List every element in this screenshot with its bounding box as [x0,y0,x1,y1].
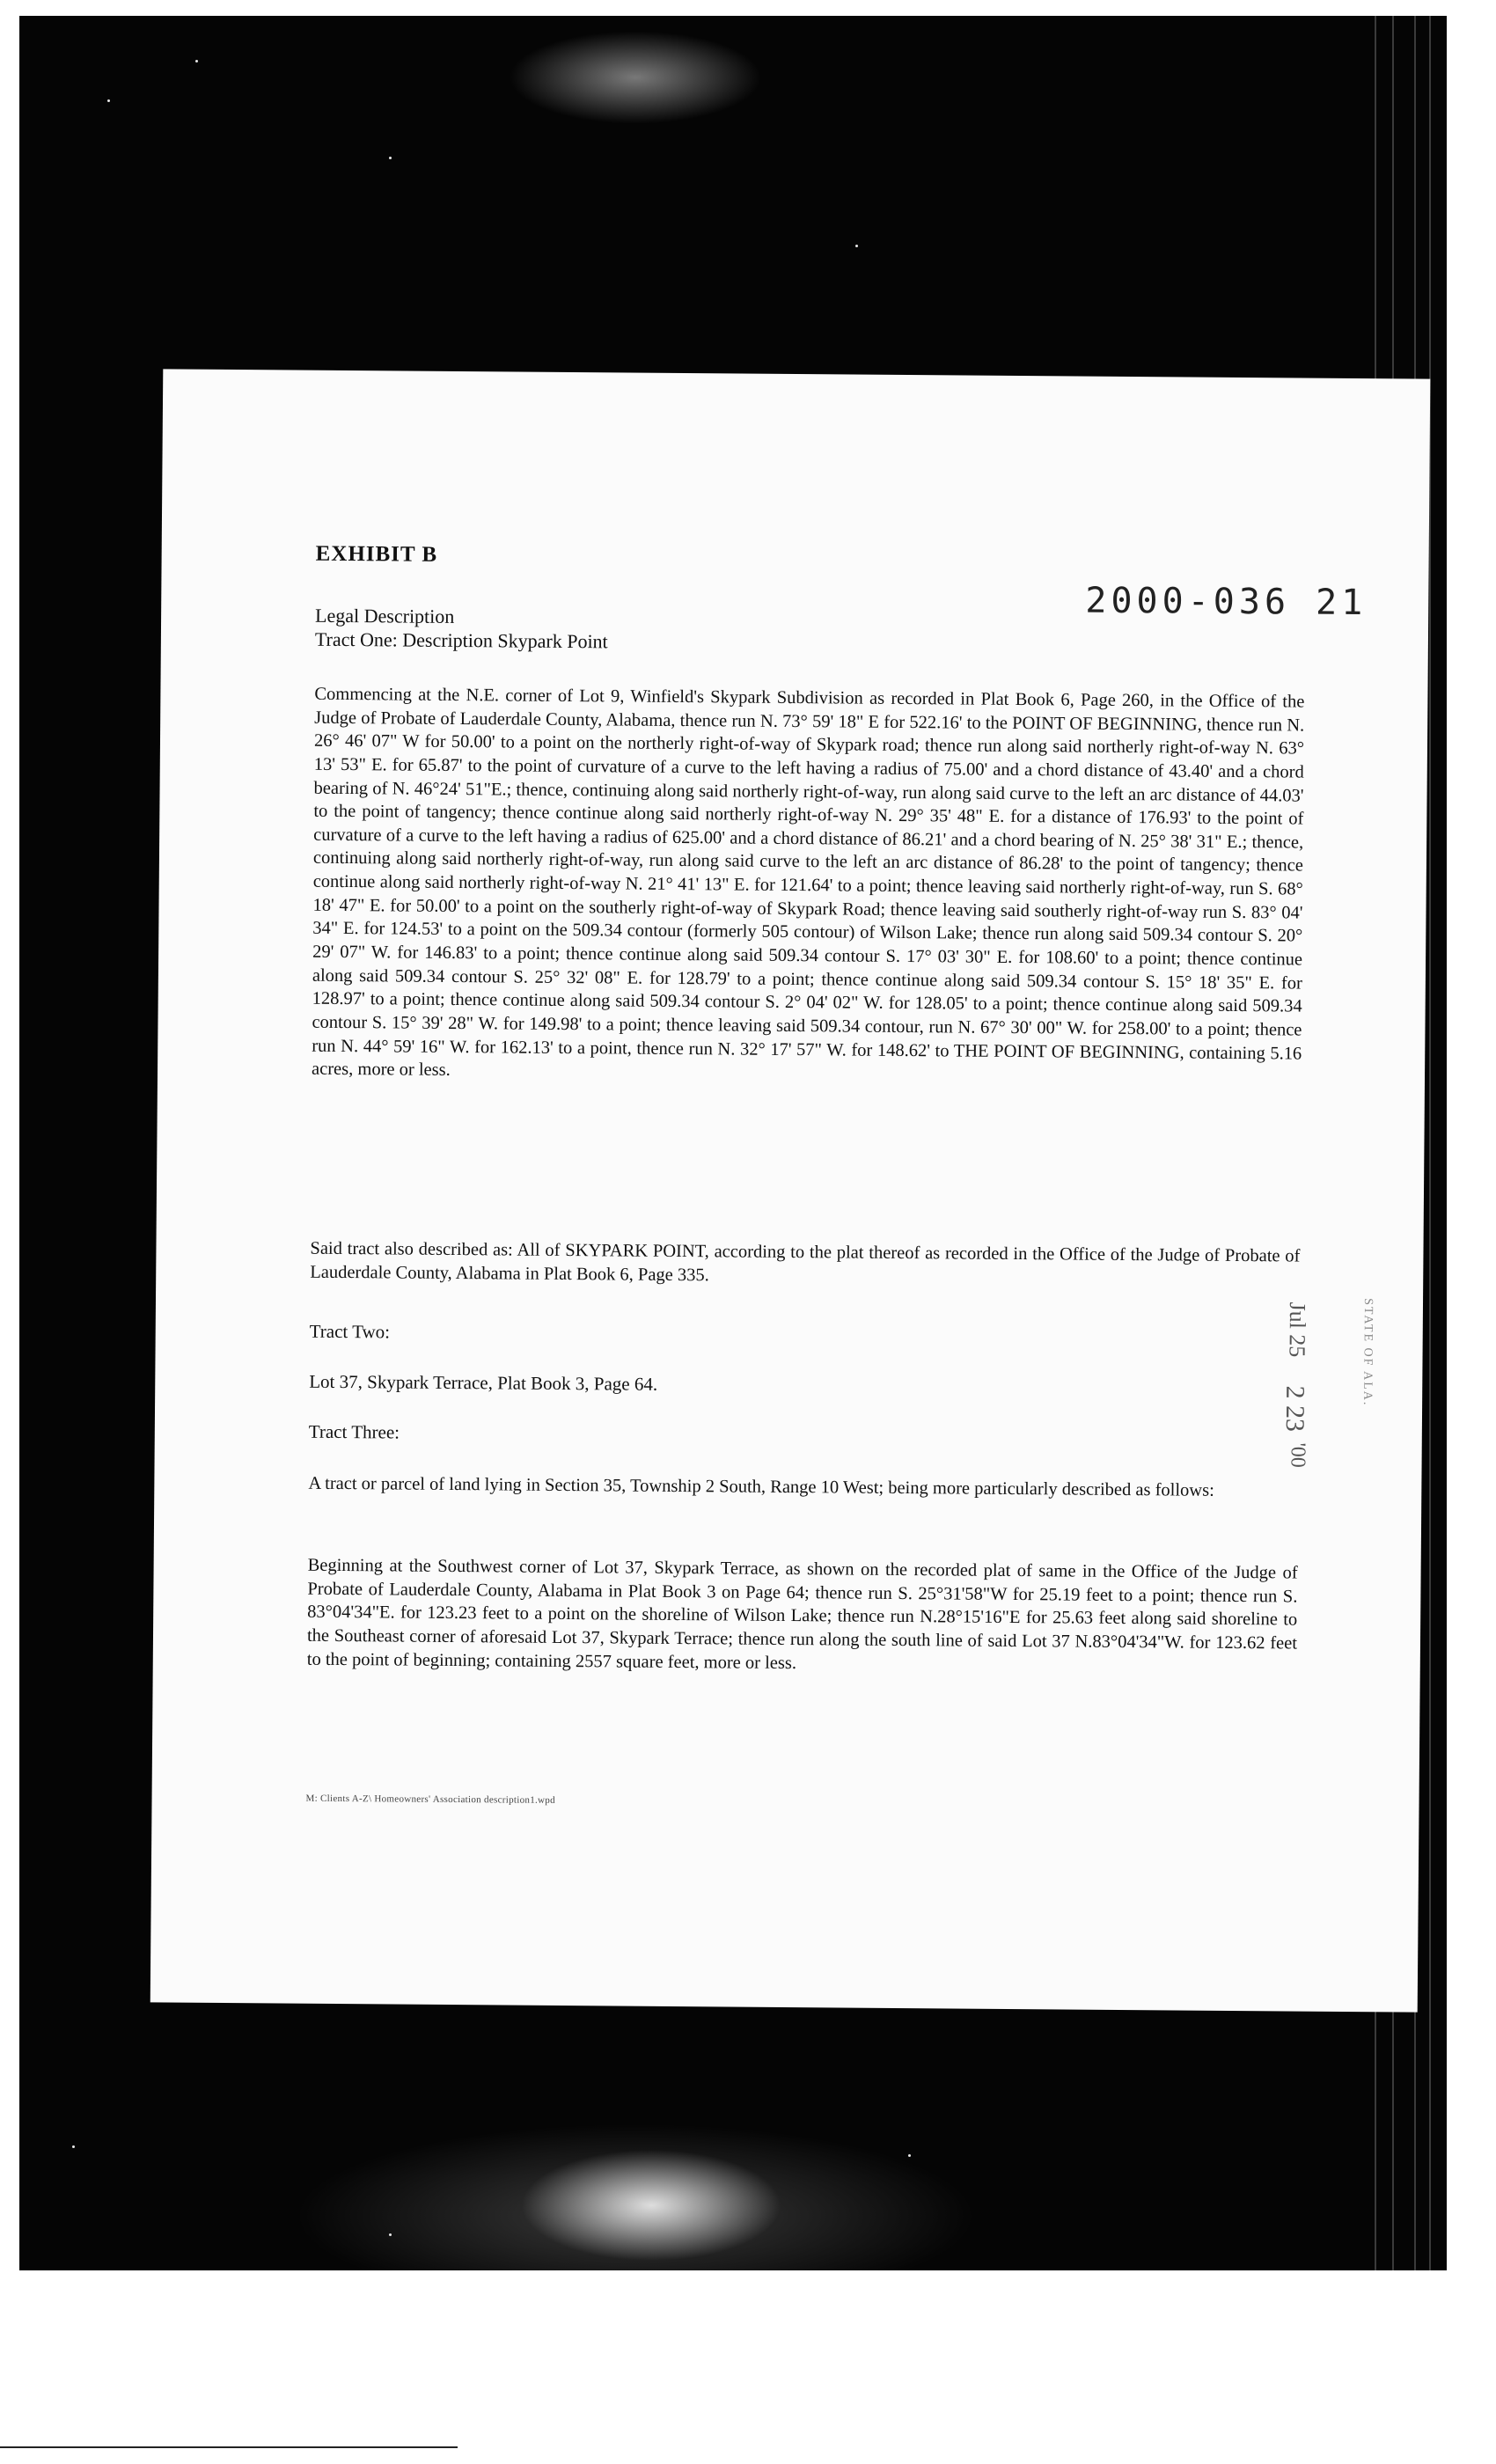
scan-speck [389,157,392,159]
stamp-ink: STATE OF ALA. [1360,1298,1375,1407]
stamp-date: Jul 25 [1284,1302,1311,1358]
tract-three-intro: A tract or parcel of land lying in Section 35, Township 2 South, Range 10 West; being more particularly described as follows: [308,1473,1214,1500]
tract-two-description: Lot 37, Skypark Terrace, Plat Book 3, Page 64. [309,1370,658,1395]
scan-speck [908,2154,911,2157]
tract-three-label: Tract Three: [308,1420,400,1443]
scan-speck [107,99,110,102]
tract-one-heading: Tract One: Description Skypark Point [314,627,608,653]
bottom-rule [0,2446,458,2448]
exhibit-page [150,369,1431,2012]
scan-speck [195,60,198,62]
scan-speck [72,2145,75,2148]
filing-stamp [1228,1298,1388,1470]
document-number: 2000-036 21 [1085,580,1368,624]
tract-one-description: Commencing at the N.E. corner of Lot 9, Winfield's Skypark Subdivision as recorded in Plat Book 6, Page 260, in the Office of the Judge of Probate of Lauderdale County, Alabama, thence run N. 73° 59' 18" E for 522.16' to the POINT OF BEGINNING, thence run N. 26° 46' 07" W for 50.00' to a point on the northerly right-of-way of Skypark road; thence run along said northerly right-of-way N. 63° 13' 53" E. for 65.87' to the point of curvature of a curve to the left having a radius of 75.00' and a chord distance of 43.40' and a chord bearing of N. 46°24' 51"E.; thence, continuing along said northerly right-of-way, run along said curve to the left an arc distance of 44.03' to the point of tangency; thence continue along said northerly right-of-way N. 29° 35' 48" E. for a distance of 176.93' to the point of curvature of a curve to the left having a radius of 625.00' and a chord distance of 86.21' and a chord bearing of N. 25° 38' 31" E.; thence, continuing along said northerly right-of-way, run along said curve to the left an arc distance of 86.28' to the point of tangency; thence continue along said northerly right-of-way N. 21° 41' 13" E. for 121.64' to a point; thence leaving said northerly right-of-way, run S. 68° 18' 47" E. for 50.00' to a point on the southerly right-of-way of Skypark Road; thence leaving said southerly right-of-way run S. 83° 04' 34" E. for 124.53' to a point on the 509.34 contour (formerly 505 contour) of Wilson Lake; thence run along said 509.34 contour S. 20° 29' 07" W. for 146.83' to a point; thence continue along said 509.34 contour S. 17° 03' 30" E. for 108.60' to a point; thence continue along said 509.34 contour S. 25° 32' 08" E. for 128.79' to a point; thence continue along said 509.34 contour S. 15° 18' 35" E. for 128.97' to a point; thence continue along said 509.34 contour S. 2° 04' 02" W. for 128.05' to a point; thence continue along said 509.34 contour S. 15° 39' 28" W. for 149.98' to a point; thence leaving said 509.34 contour, run N. 67° 30' 00" W. for 258.00' to a point; thence run N. 44° 59' 16" W. for 162.13' to a point, thence run N. 32° 17' 57" W. for 148.62' to THE POINT OF BEGINNING, containing 5.16 acres, more or less. [311,684,1305,1081]
file-path-footer: M: Clients A-Z\ Homeowners' Association description1.wpd [305,1793,555,1806]
scan-streak [1429,16,1431,2270]
stamp-time: 2 23 [1280,1385,1310,1433]
legal-description-label: Legal Description [315,604,455,627]
tract-one-also-described: Said tract also described as: All of SKYPARK POINT, according to the plat thereof as recorded in the Office of the Judge of Probate of Lauderdale County, Alabama in Plat Book 6, Page 335. [310,1238,1301,1285]
tract-two-label: Tract Two: [309,1320,391,1343]
scan-speck [855,245,858,247]
scan-speck [389,2233,392,2236]
tract-three-description: Beginning at the Southwest corner of Lot 37, Skypark Terrace, as shown on the recorded plat of same in the Office of the Judge of Probate of Lauderdale County, Alabama in Plat Book 3 on Page 64; thence run S. 25°31'58"W for 25.19 feet to a point; thence run S. 83°04'34"E. for 123.23 feet to a point on the shoreline of Wilson Lake; thence run N.28°15'16"E for 25.63 feet along said shoreline to the Southeast corner of aforesaid Lot 37, Skypark Terrace; thence run along the south line of said Lot 37 N.83°04'34"W. for 123.62 feet to the point of beginning; containing 2557 square feet, more or less. [306,1555,1298,1673]
stamp-year: '00 [1286,1442,1309,1468]
exhibit-title: EXHIBIT B [315,541,438,567]
